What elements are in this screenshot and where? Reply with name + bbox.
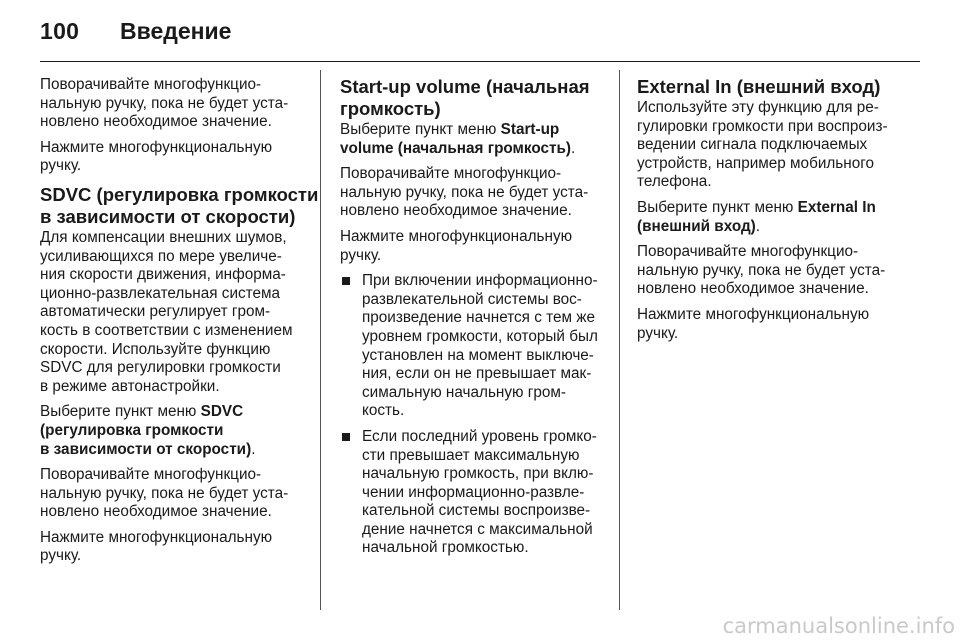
menu-item-startup-volume: Start-up [500, 121, 560, 138]
heading-external-in: External In (внешний вход) [637, 76, 881, 97]
paragraph-rotate-knob-3: Поворачивайте многофункцио- нальную ручку, пока не будет уста- новлено необходимое значение. [340, 165, 589, 220]
paragraph-press-knob-2: Нажмите многофункциональную ручку. [40, 528, 273, 565]
column-divider-2 [619, 70, 620, 610]
paragraph-press-knob-4: Нажмите многофункциональную ручку. [637, 305, 870, 342]
paragraph-rotate-knob-4: Поворачивайте многофункцио- нальную ручку, пока не будет уста- новлено необходимое значение. [637, 243, 886, 298]
paragraph-rotate-knob: Поворачивайте многофункцио- нальную ручку, пока не будет уста- новлено необходимое значение. [40, 76, 289, 131]
column-divider-1 [320, 70, 321, 610]
page-header [40, 16, 920, 60]
paragraph-press-knob-3: Нажмите многофункциональную ручку. [340, 227, 573, 264]
watermark: carmanualsonline.info [722, 614, 955, 638]
header-divider [40, 61, 920, 62]
paragraph-rotate-knob-2: Поворачивайте многофункцио- нальную ручку, пока не будет уста- новлено необходимое значение. [40, 466, 289, 521]
paragraph-press-knob: Нажмите многофункциональную ручку. [40, 138, 273, 175]
paragraph-select-sdvc: Выберите пункт меню SDVC (регулировка громкости в зависимости от скорости). [40, 403, 256, 458]
bullet-square-icon [342, 277, 350, 285]
bullet-item-2: Если последний уровень громко- сти превышает максимальную начальную громкость, при вклю- чении информационно-развле- кательной системы воспроизве- дение начнется с максимальной начальной громкостью. [340, 428, 608, 558]
heading-startup-volume: Start-up volume (начальная громкость) [340, 76, 590, 119]
menu-item-sdvc: SDVC [200, 403, 244, 421]
bullet-square-icon [342, 433, 350, 441]
paragraph-external-description: Используйте эту функцию для ре- гулировки громкости при воспроиз- ведении сигнала подключаемых устройств, например мобильного телефона. [637, 99, 888, 191]
bullet-item-1: При включении информационно- развлекательной системы вос- произведение начнется с тем же уровнем громкости, который был установлен на момент выключе- ния, если он не превышает мак- симальную начальную гром- кость. [340, 272, 608, 421]
paragraph-select-external: Выберите пункт меню External In (внешний вход). [637, 198, 876, 235]
paragraph-select-startup: Выберите пункт меню Start-up volume (начальная громкость). [340, 121, 576, 157]
column-3 [637, 76, 905, 350]
menu-item-external-in: External In [797, 198, 876, 216]
column-2 [340, 76, 608, 565]
paragraph-sdvc-description: Для компенсации внешних шумов, усиливающихся по мере увеличе- ния скорости движения, информа- ционно-развлекательная система автоматически регулирует гром- кость в соответствии с изменением скорости. Используйте функцию SDVC для регулировки громкости в режиме автонастройки. [40, 228, 293, 395]
column-1 [40, 76, 319, 573]
section-title: Введение [120, 18, 232, 44]
page-number: 100 [40, 18, 80, 44]
heading-sdvc: SDVC (регулировка громкости в зависимости от скорости) [40, 183, 319, 227]
